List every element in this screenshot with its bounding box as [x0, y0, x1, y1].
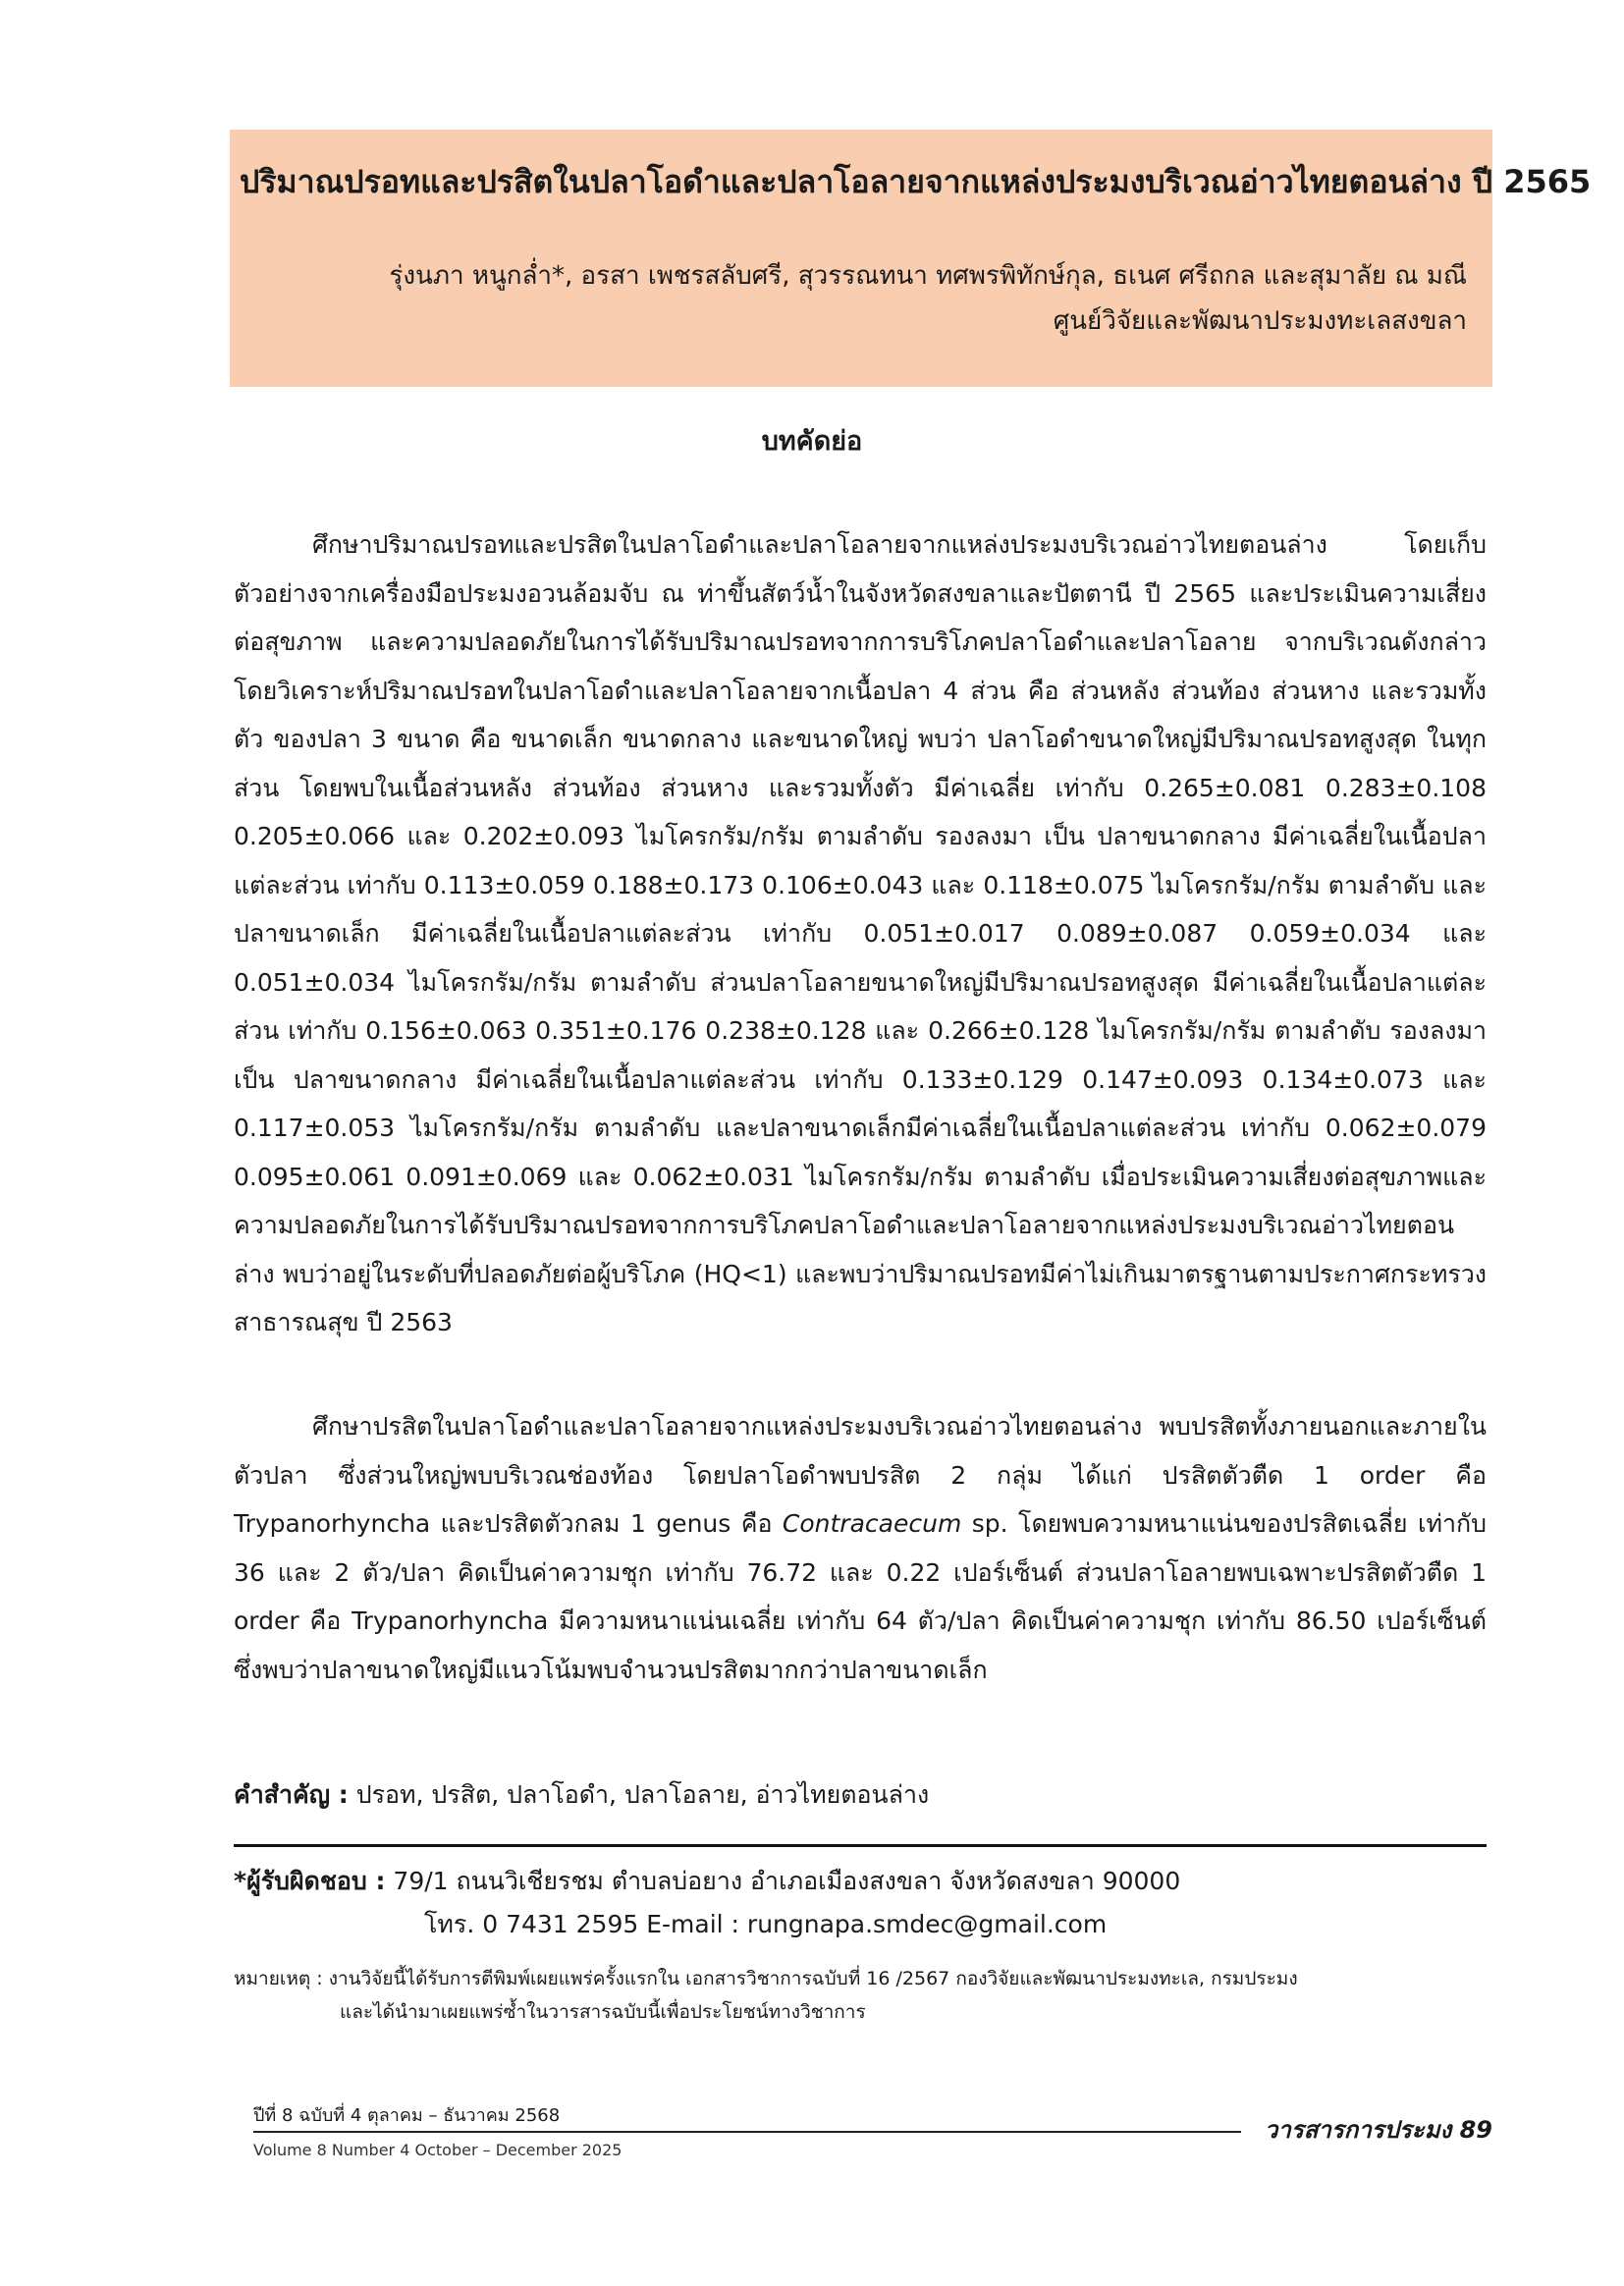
- abstract-paragraph-1: [234, 520, 1487, 1347]
- abstract-paragraph-2-text: [234, 1402, 1487, 1694]
- keywords-text: ปรอท, ปรสิต, ปลาโอดำ, ปลาโอลาย, อ่าวไทยตอนล่าง: [348, 1780, 930, 1809]
- note-line-1: หมายเหตุ : งานวิจัยนี้ได้รับการตีพิมพ์เผยแพร่ครั้งแรกใน เอกสารวิชาการฉบับที่ 16 /2567 กองวิจัยและพัฒนาประมงทะเล, กรมประมง: [234, 1968, 1298, 1989]
- footer-issue-english: Volume 8 Number 4 October – December 2025: [253, 2141, 623, 2159]
- keywords: [234, 1775, 1487, 1815]
- footer-journal-page: วารสารการประมง 89: [1264, 2116, 1492, 2144]
- abstract-paragraph-2: [234, 1402, 1487, 1694]
- paper-title: ปริมาณปรอทและปรสิตในปลาโอดำและปลาโอลายจากแหล่งประมงบริเวณอ่าวไทยตอนล่าง ปี 2565: [240, 163, 1592, 200]
- note-line-2: และได้นำมาเผยแพร่ซ้ำในวารสารฉบับนี้เพื่อประโยชน์ทางวิชาการ: [340, 2001, 866, 2023]
- corresponding-author: [234, 1862, 1180, 1901]
- paragraph-2-part-a: ศึกษาปรสิตในปลาโอดำและปลาโอลายจากแหล่งประมงบริเวณอ่าวไทยตอนล่าง พบปรสิตทั้งภายนอกและภายในตัวปลา ซึ่งส่วนใหญ่พบบริเวณช่องท้อง โดยปลาโอดำพบปรสิต 2 กลุ่ม ได้แก่ ปรสิตตัวตืด 1 order คือ Trypanorhyncha และปรสิตตัวกลม 1 genus คือ: [234, 1412, 1487, 1538]
- affiliation: ศูนย์วิจัยและพัฒนาประมงทะเลสงขลา: [1053, 306, 1467, 336]
- footer-issue-thai: ปีที่ 8 ฉบับที่ 4 ตุลาคม – ธันวาคม 2568: [253, 2105, 561, 2126]
- genus-name-italic: Contracaecum: [782, 1509, 962, 1538]
- author-list: รุ่งนภา หนูกล่ำ*, อรสา เพชรสลับศรี, สุวรรณทนา ทศพรพิทักษ์กุล, ธเนศ ศรีถกล และสุมาลัย ณ มณี: [389, 261, 1467, 291]
- footer-rule: [253, 2131, 1241, 2133]
- abstract-paragraph-1-text: ศึกษาปริมาณปรอทและปรสิตในปลาโอดำและปลาโอลายจากแหล่งประมงบริเวณอ่าวไทยตอนล่าง โดยเก็บตัวอย่างจากเครื่องมือประมงอวนล้อมจับ ณ ท่าขึ้นสัตว์น้ำในจังหวัดสงขลาและปัตตานี ปี 2565 และประเมินความเสี่ยงต่อสุขภาพ และความปลอดภัยในการได้รับปริมาณปรอทจากการบริโภคปลาโอดำและปลาโอลาย จากบริเวณดังกล่าว โดยวิเคราะห์ปริมาณปรอทในปลาโอดำและปลาโอลายจากเนื้อปลา 4 ส่วน คือ ส่วนหลัง ส่วนท้อง ส่วนหาง และรวมทั้งตัว ของปลา 3 ขนาด คือ ขนาดเล็ก ขนาดกลาง และขนาดใหญ่ พบว่า ปลาโอดำขนาดใหญ่มีปริมาณปรอทสูงสุด ในทุกส่วน โดยพบในเนื้อส่วนหลัง ส่วนท้อง ส่วนหาง และรวมทั้งตัว มีค่าเฉลี่ย เท่ากับ 0.265±0.081 0.283±0.108 0.205±0.066 และ 0.202±0.093 ไมโครกรัม/กรัม ตามลำดับ รองลงมา เป็น ปลาขนาดกลาง มีค่าเฉลี่ยในเนื้อปลาแต่ละส่วน เท่ากับ 0.113±0.059 0.188±0.173 0.106±0.043 และ 0.118±0.075 ไมโครกรัม/กรัม ตามลำดับ และปลาขนาดเล็ก มีค่าเฉลี่ยในเนื้อปลาแต่ละส่วน เท่ากับ 0.051±0.017 0.089±0.087 0.059±0.034 และ 0.051±0.034 ไมโครกรัม/กรัม ตามลำดับ ส่วนปลาโอลายขนาดใหญ่มีปริมาณปรอทสูงสุด มีค่าเฉลี่ยในเนื้อปลาแต่ละส่วน เท่ากับ 0.156±0.063 0.351±0.176 0.238±0.128 และ 0.266±0.128 ไมโครกรัม/กรัม ตามลำดับ รองลงมา เป็น ปลาขนาดกลาง มีค่าเฉลี่ยในเนื้อปลาแต่ละส่วน เท่ากับ 0.133±0.129 0.147±0.093 0.134±0.073 และ 0.117±0.053 ไมโครกรัม/กรัม ตามลำดับ และปลาขนาดเล็กมีค่าเฉลี่ยในเนื้อปลาแต่ละส่วน เท่ากับ 0.062±0.079 0.095±0.061 0.091±0.069 และ 0.062±0.031 ไมโครกรัม/กรัม ตามลำดับ เมื่อประเมินความเสี่ยงต่อสุขภาพและความปลอดภัยในการได้รับปริมาณปรอทจากการบริโภคปลาโอดำและปลาโอลายจากแหล่งประมงบริเวณอ่าวไทยตอนล่าง พบว่าอยู่ในระดับที่ปลอดภัยต่อผู้บริโภค (HQ<1) และพบว่าปริมาณปรอทมีค่าไม่เกินมาตรฐานตามประกาศกระทรวงสาธารณสุข ปี 2563: [234, 530, 1487, 1336]
- corresponding-address: 79/1 ถนนวิเชียรชม ตำบลบ่อยาง อำเภอเมืองสงขลา จังหวัดสงขลา 90000: [385, 1867, 1181, 1895]
- section-divider: [234, 1844, 1487, 1847]
- corresponding-contact: โทร. 0 7431 2595 E-mail : rungnapa.smdec@gmail.com: [424, 1910, 1108, 1938]
- publication-note: [234, 1962, 1487, 2029]
- abstract-heading: บทคัดย่อ: [761, 426, 863, 457]
- corresponding-label: *ผู้รับผิดชอบ :: [234, 1867, 386, 1895]
- title-block: [230, 130, 1592, 387]
- keywords-label: คำสำคัญ :: [234, 1780, 349, 1809]
- paragraph-2-part-b: sp. โดยพบความหนาแน่นของปรสิตเฉลี่ย เท่ากับ 36 และ 2 ตัว/ปลา คิดเป็นค่าความชุก เท่ากับ 76.72 และ 0.22 เปอร์เซ็นต์ ส่วนปลาโอลายพบเฉพาะปรสิตตัวตืด 1 order คือ Trypanorhyncha มีความหนาแน่นเฉลี่ย เท่ากับ 64 ตัว/ปลา คิดเป็นค่าความชุก เท่ากับ 86.50 เปอร์เซ็นต์ ซึ่งพบว่าปลาขนาดใหญ่มีแนวโน้มพบจำนวนปรสิตมากกว่าปลาขนาดเล็ก: [234, 1509, 1488, 1684]
